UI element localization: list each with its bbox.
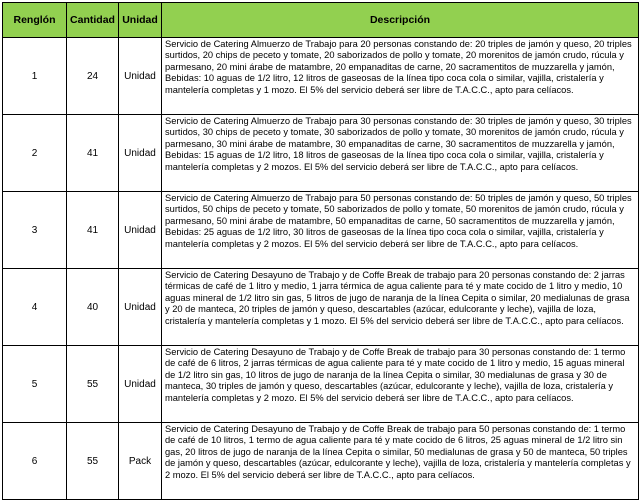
cell-cantidad: 55 — [67, 423, 119, 500]
header-renglon: Renglón — [3, 3, 67, 38]
cell-descripcion: Servicio de Catering Desayuno de Trabajo y de Coffe Break de trabajo para 20 personas constando de: 2 jarras térmicas de café de 1 litro y medio, 1 jarra térmica de agua caliente para té y mate cocido de 1 litro y medio, 10 aguas mineral de 1/2 litro sin gas, 5 litros de jugo de naranja de la línea Cepita o similar, 20 medialunas de grasa y 20 de manteca, 20 triples de jamón y queso, descartables (azúcar, edulcorante y leche), vajilla de loza, cristalería y mantelería completas y 1 mozo. El 5% del servicio deberá ser libre de T.A.C.C., apto para celíacos. — [162, 269, 639, 346]
cell-renglon: 5 — [3, 346, 67, 423]
cell-cantidad: 40 — [67, 269, 119, 346]
cell-descripcion: Servicio de Catering Desayuno de Trabajo y de Coffe Break de trabajo para 50 personas constando de: 1 termo de café de 10 litros, 1 termo de agua caliente para té y mate cocido de 6 litros, 25 aguas mineral de 1/2 litro sin gas, 20 litros de jugo de naranja de la línea Cepita o similar, 50 medialunas de grasa y 50 de manteca, 50 triples de jamón y queso, descartables (azúcar, edulcorante y leche), vajilla de loza, cristalería y mantelería completas y 2 mozo. El 5% del servicio deberá ser libre de T.A.C.C., apto para celíacos. — [162, 423, 639, 500]
table-row — [3, 38, 639, 115]
cell-descripcion: Servicio de Catering Desayuno de Trabajo y de Coffe Break de trabajo para 30 personas constando de: 1 termo de café de 6 litros, 2 jarras térmicas de agua caliente para té y mate cocido de 1 litro y medio, 15 aguas mineral de 1/2 litro sin gas, 10 litros de jugo de naranja de la línea Cepita o similar, 30 medialunas de grasa y 30 de manteca, 30 triples de jamón y queso, descartables (azúcar, edulcorante y leche), vajilla de loza, cristalería y mantelería completas y 2 mozo. El 5% del servicio deberá ser libre de T.A.C.C., apto para celíacos. — [162, 346, 639, 423]
table-row — [3, 269, 639, 346]
table-row — [3, 115, 639, 192]
cell-renglon: 3 — [3, 192, 67, 269]
header-row — [3, 3, 639, 38]
cell-cantidad: 41 — [67, 192, 119, 269]
table-row — [3, 423, 639, 500]
table-row — [3, 192, 639, 269]
header-descripcion: Descripción — [162, 3, 639, 38]
cell-unidad: Unidad — [119, 192, 162, 269]
cell-renglon: 2 — [3, 115, 67, 192]
header-cantidad: Cantidad — [67, 3, 119, 38]
cell-unidad: Unidad — [119, 269, 162, 346]
cell-cantidad: 24 — [67, 38, 119, 115]
cell-unidad: Unidad — [119, 346, 162, 423]
cell-renglon: 4 — [3, 269, 67, 346]
cell-cantidad: 55 — [67, 346, 119, 423]
cell-renglon: 1 — [3, 38, 67, 115]
cell-unidad: Unidad — [119, 115, 162, 192]
cell-descripcion: Servicio de Catering Almuerzo de Trabajo para 50 personas constando de: 50 triples de jamón y queso, 50 triples surtidos, 50 chips de peceto y tomate, 50 saborizados de pollo y tomate, 50 morenitos de jamón crudo, rúcula y parmesano, 50 mini árabe de matambre, 50 empanaditas de carne, 50 sacramentitos de muzzarella y jamón, Bebidas: 25 aguas de 1/2 litro, 30 litros de gaseosas de la línea tipo coca cola o similar, vajilla, cristalería y mantelería completas y 2 mozos. El 5% del servicio deberá ser libre de T.A.C.C., apto para celíacos. — [162, 192, 639, 269]
items-table — [2, 2, 639, 500]
cell-descripcion: Servicio de Catering Almuerzo de Trabajo para 20 personas constando de: 20 triples de jamón y queso, 20 triples surtidos, 20 chips de peceto y tomate, 20 saborizados de pollo y tomate, 20 morenitos de jamón crudo, rúcula y parmesano, 20 mini árabe de matambre, 20 empanaditas de carne, 20 sacramentitos de muzzarella y jamón, Bebidas: 10 aguas de 1/2 litro, 12 litros de gaseosas de la línea tipo coca cola o similar, vajilla, cristalería y mantelería completas y 1 mozo. El 5% del servicio deberá ser libre de T.A.C.C., apto para celíacos. — [162, 38, 639, 115]
cell-descripcion: Servicio de Catering Almuerzo de Trabajo para 30 personas constando de: 30 triples de jamón y queso, 30 triples surtidos, 30 chips de peceto y tomate, 30 saborizados de pollo y tomate, 30 morenitos de jamón crudo, rúcula y parmesano, 30 mini árabe de matambre, 30 empanaditas de carne, 30 sacramentitos de muzzarella y jamón, Bebidas: 15 aguas de 1/2 litro, 18 litros de gaseosas de la línea tipo coca cola o similar, vajilla, cristalería y mantelería completas y 2 mozos. El 5% del servicio deberá ser libre de T.A.C.C., apto para celíacos. — [162, 115, 639, 192]
cell-unidad: Pack — [119, 423, 162, 500]
cell-cantidad: 41 — [67, 115, 119, 192]
header-unidad: Unidad — [119, 3, 162, 38]
cell-unidad: Unidad — [119, 38, 162, 115]
cell-renglon: 6 — [3, 423, 67, 500]
table-row — [3, 346, 639, 423]
